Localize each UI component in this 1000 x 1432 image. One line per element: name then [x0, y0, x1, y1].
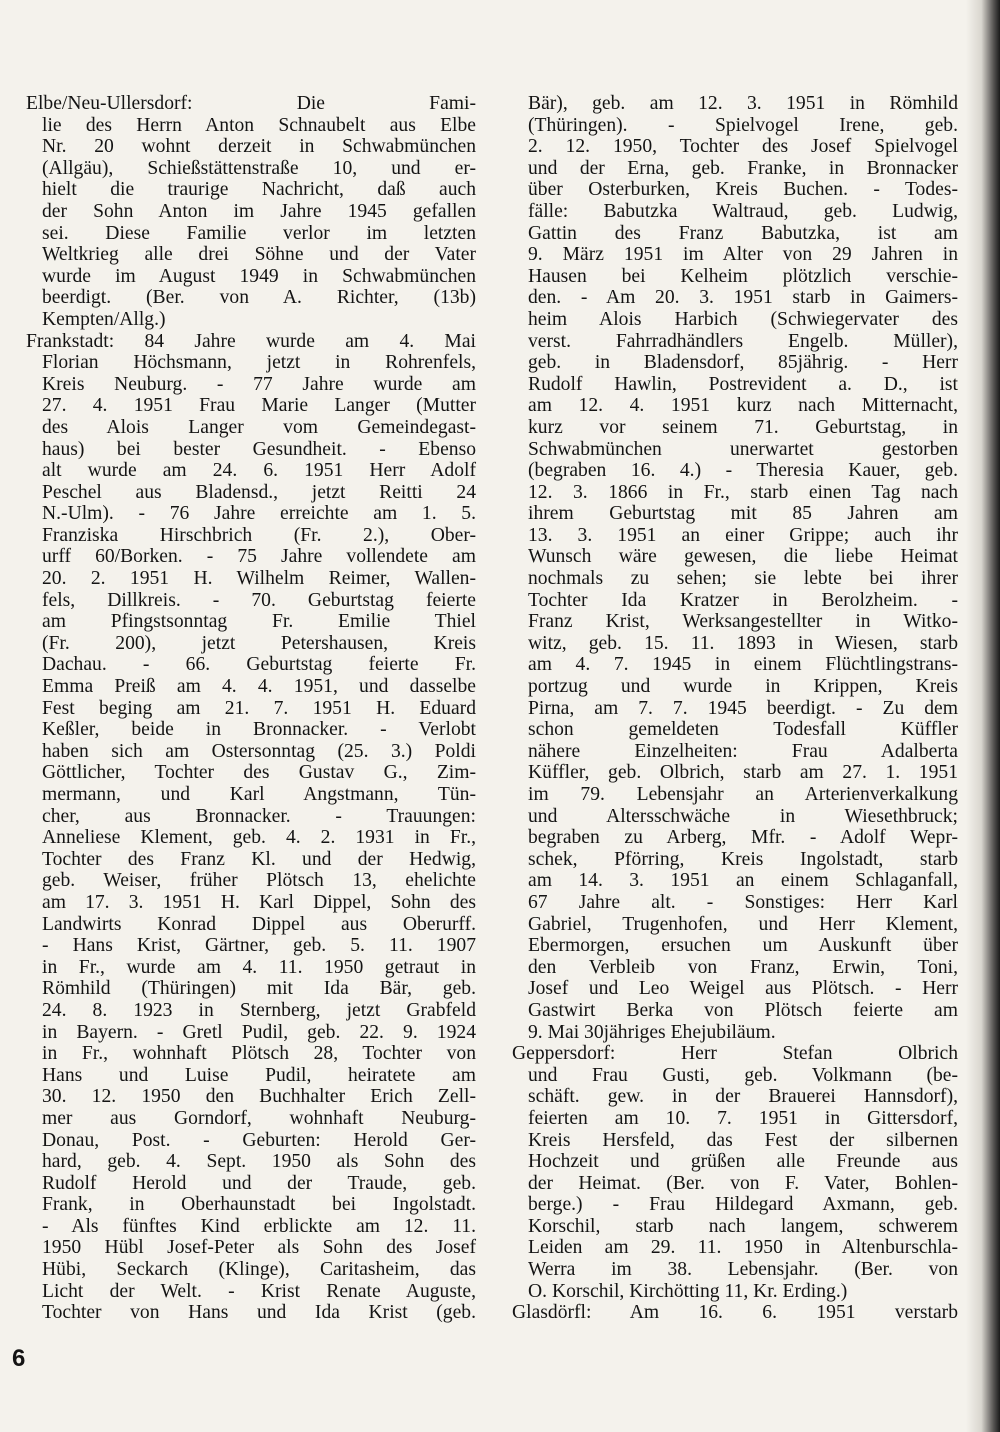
text-line: im 79. Lebensjahr an Arterienverkalkung	[528, 784, 958, 805]
text-line: Florian Höchsmann, jetzt in Rohrenfels,	[42, 352, 476, 374]
text-line: Licht der Welt. - Krist Renate Auguste,	[42, 1280, 476, 1302]
text-line: 30. 12. 1950 den Buchhalter Erich Zell-	[42, 1086, 476, 1108]
text-line: in Bayern. - Gretl Pudil, geb. 22. 9. 1924	[42, 1021, 476, 1043]
text-line: nochmals zu sehen; sie lebte bei ihrer	[528, 568, 958, 590]
text-line: Glasdörfl: Am 16. 6. 1951 verstarb	[512, 1302, 958, 1324]
text-line: wurde im August 1949 in Schwabmünchen	[42, 265, 476, 287]
text-line: - Als fünftes Kind erblickte am 12. 11.	[42, 1215, 476, 1237]
text-line: schäft. gew. in der Brauerei Hannsdorf),	[528, 1086, 958, 1108]
text-line: Korschil, starb nach langem, schwerem	[528, 1215, 958, 1237]
text-line: Leiden am 29. 11. 1950 in Altenburschla-	[528, 1237, 958, 1259]
text-line: feierten am 10. 7. 1951 in Gittersdorf,	[528, 1107, 958, 1129]
text-line: Küffler, geb. Olbrich, starb am 27. 1. 1951	[528, 762, 958, 784]
page-number: 6	[12, 1345, 26, 1372]
text-line: Tochter des Franz Kl. und der Hedwig,	[42, 848, 476, 870]
text-line: 20. 2. 1951 H. Wilhelm Reimer, Wallen-	[42, 568, 476, 590]
text-line: am 12. 4. 1951 kurz nach Mitternacht,	[528, 395, 958, 417]
text-line: beerdigt. (Ber. von A. Richter, (13b)	[42, 287, 476, 309]
text-line: in Fr., wohnhaft Plötsch 28, Tochter von	[42, 1043, 476, 1065]
text-line: (Thüringen). - Spielvogel Irene, geb.	[528, 114, 958, 136]
text-line: Werra im 38. Lebensjahr. (Ber. von	[528, 1259, 958, 1281]
text-line: Gastwirt Berka von Plötsch feierte am	[528, 999, 958, 1021]
text-line: Weltkrieg alle drei Söhne und der Vater	[42, 244, 476, 266]
text-line: über Osterburken, Kreis Buchen. - Todes-	[528, 179, 958, 201]
text-line: geb. Weiser, früher Plötsch 13, ehelichte	[42, 870, 476, 892]
text-line: haus) bei bester Gesundheit. - Ebenso	[42, 438, 476, 460]
text-line: 13. 3. 1951 an einer Grippe; auch ihr	[528, 524, 958, 546]
text-line: sei. Diese Familie verlor im letzten	[42, 222, 476, 244]
text-line: berge.) - Frau Hildegard Axmann, geb.	[528, 1194, 958, 1216]
text-line: Ebermorgen, ersuchen um Auskunft über	[528, 935, 958, 957]
text-line: 2. 12. 1950, Tochter des Josef Spielvogel	[528, 136, 958, 158]
text-line: Kreis Neuburg. - 77 Jahre wurde am	[42, 373, 476, 395]
text-line: geb. in Bladensdorf, 85jährig. - Herr	[528, 352, 958, 374]
text-line: in Fr., wurde am 4. 11. 1950 getraut in	[42, 956, 476, 978]
text-line: Hochzeit und grüßen alle Freunde aus	[528, 1151, 958, 1173]
text-line: am 14. 3. 1951 an einem Schlaganfall,	[528, 870, 958, 892]
text-line: mermann, und Karl Angstmann, Tün-	[42, 784, 476, 805]
text-line: urff 60/Borken. - 75 Jahre vollendete am	[42, 546, 476, 568]
text-line: Geppersdorf: Herr Stefan Olbrich	[512, 1043, 958, 1065]
text-line: Frankstadt: 84 Jahre wurde am 4. Mai	[26, 330, 476, 352]
text-line: Bär), geb. am 12. 3. 1951 in Römhild	[528, 93, 958, 114]
text-line: Kempten/Allg.)	[42, 308, 166, 330]
text-line: Peschel aus Bladensd., jetzt Reitti 24	[42, 481, 476, 503]
text-line: des Alois Langer vom Gemeindegast-	[42, 416, 476, 438]
text-line: den Verbleib von Franz, Erwin, Toni,	[528, 956, 958, 978]
text-line: portzug und wurde in Krippen, Kreis	[528, 676, 958, 698]
text-line: und der Erna, geb. Franke, in Bronnacker	[528, 157, 958, 179]
text-line: - Hans Krist, Gärtner, geb. 5. 11. 1907	[42, 935, 476, 957]
text-line: den. - Am 20. 3. 1951 starb in Gaimers-	[528, 287, 958, 309]
text-line: Anneliese Klement, geb. 4. 2. 1931 in Fr.,	[42, 827, 476, 849]
text-line: (begraben 16. 4.) - Theresia Kauer, geb.	[528, 460, 958, 482]
text-line: Dachau. - 66. Geburtstag feierte Fr.	[42, 654, 476, 676]
text-line: mer aus Gorndorf, wohnhaft Neuburg-	[42, 1107, 476, 1129]
text-line: 24. 8. 1923 in Sternberg, jetzt Grabfeld	[42, 999, 476, 1021]
text-line: (Allgäu), Schießstättenstraße 10, und er-	[42, 157, 476, 179]
text-line: Gattin des Franz Babutzka, ist am	[528, 222, 958, 244]
left-text-column	[26, 93, 476, 1324]
text-line: Wunsch wäre gewesen, die liebe Heimat	[528, 546, 958, 568]
text-line: und Frau Gusti, geb. Volkmann (be-	[528, 1064, 958, 1086]
text-line: Nr. 20 wohnt derzeit in Schwabmünchen	[42, 136, 476, 158]
text-line: Franziska Hirschbrich (Fr. 2.), Ober-	[42, 524, 476, 546]
text-line: begraben zu Arberg, Mfr. - Adolf Wepr-	[528, 827, 958, 849]
text-line: lie des Herrn Anton Schnaubelt aus Elbe	[42, 114, 476, 136]
text-line: und Altersschwäche in Wiesethbruck;	[528, 805, 958, 827]
text-line: schek, Pförring, Kreis Ingolstadt, starb	[528, 848, 958, 870]
text-line: 67 Jahre alt. - Sonstiges: Herr Karl	[528, 891, 958, 913]
text-line: Keßler, beide in Bronnacker. - Verlobt	[42, 719, 476, 741]
text-line: heim Alois Harbich (Schwiegervater des	[528, 308, 958, 330]
text-line: verst. Fahrradhändlers Engelb. Müller),	[528, 330, 958, 352]
text-line: Franz Krist, Werksangestellter in Witko-	[528, 611, 958, 633]
text-line: Rudolf Hawlin, Postrevident a. D., ist	[528, 373, 958, 395]
text-line: Josef und Leo Weigel aus Plötsch. - Herr	[528, 978, 958, 1000]
text-line: am 4. 7. 1945 in einem Flüchtlingstrans-	[528, 654, 958, 676]
text-line: Tochter Ida Kratzer in Berolzheim. -	[528, 589, 958, 611]
text-line: 27. 4. 1951 Frau Marie Langer (Mutter	[42, 395, 476, 417]
text-line: Hausen bei Kelheim plötzlich verschie-	[528, 265, 958, 287]
text-line: fels, Dillkreis. - 70. Geburtstag feierte	[42, 589, 476, 611]
text-line: Emma Preiß am 4. 4. 1951, und dasselbe	[42, 676, 476, 698]
text-line: 9. März 1951 im Alter von 29 Jahren in	[528, 244, 958, 266]
text-line: Schwabmünchen unerwartet gestorben	[528, 438, 958, 460]
text-line: Tochter von Hans und Ida Krist (geb.	[42, 1302, 476, 1324]
text-line: Hübi, Seckarch (Klinge), Caritasheim, das	[42, 1259, 476, 1281]
text-line: alt wurde am 24. 6. 1951 Herr Adolf	[42, 460, 476, 482]
text-line: hard, geb. 4. Sept. 1950 als Sohn des	[42, 1151, 476, 1173]
text-line: 12. 3. 1866 in Fr., starb einen Tag nach	[528, 481, 958, 503]
text-line: Elbe/Neu-Ullersdorf: Die Fami-	[26, 93, 476, 114]
text-line: cher, aus Bronnacker. - Trauungen:	[42, 805, 476, 827]
text-line: am 17. 3. 1951 H. Karl Dippel, Sohn des	[42, 891, 476, 913]
text-line: ihrem Geburtstag mit 85 Jahren am	[528, 503, 958, 525]
text-line: kurz vor seinem 71. Geburtstag, in	[528, 416, 958, 438]
text-line: Hans und Luise Pudil, heiratete am	[42, 1064, 476, 1086]
text-line: Göttlicher, Tochter des Gustav G., Zim-	[42, 762, 476, 784]
text-line: der Heimat. (Ber. von F. Vater, Bohlen-	[528, 1172, 958, 1194]
text-line: N.-Ulm). - 76 Jahre erreichte am 1. 5.	[42, 503, 476, 525]
text-line: 9. Mai 30jähriges Ehejubiläum.	[528, 1021, 776, 1043]
text-line: Donau, Post. - Geburten: Herold Ger-	[42, 1129, 476, 1151]
text-line: Gabriel, Trugenhofen, und Herr Klement,	[528, 913, 958, 935]
text-line: O. Korschil, Kirchötting 11, Kr. Erding.)	[528, 1280, 848, 1302]
text-line: am Pfingstsonntag Fr. Emilie Thiel	[42, 611, 476, 633]
text-line: Rudolf Herold und der Traude, geb.	[42, 1172, 476, 1194]
text-line: der Sohn Anton im Jahre 1945 gefallen	[42, 200, 476, 222]
text-line: Landwirts Konrad Dippel aus Oberurff.	[42, 913, 476, 935]
text-line: 1950 Hübl Josef-Peter als Sohn des Josef	[42, 1237, 476, 1259]
right-text-column	[512, 93, 958, 1324]
text-line: haben sich am Ostersonntag (25. 3.) Poldi	[42, 740, 476, 762]
text-line: hielt die traurige Nachricht, daß auch	[42, 179, 476, 201]
text-line: Fest beging am 21. 7. 1951 H. Eduard	[42, 697, 476, 719]
text-line: schon gemeldeten Todesfall Küffler	[528, 719, 958, 741]
text-line: (Fr. 200), jetzt Petershausen, Kreis	[42, 632, 476, 654]
text-line: nähere Einzelheiten: Frau Adalberta	[528, 740, 958, 762]
text-line: fälle: Babutzka Waltraud, geb. Ludwig,	[528, 200, 958, 222]
book-spine-shadow	[966, 0, 1000, 1432]
text-line: Römhild (Thüringen) mit Ida Bär, geb.	[42, 978, 476, 1000]
text-line: witz, geb. 15. 11. 1893 in Wiesen, starb	[528, 632, 958, 654]
text-line: Frank, in Oberhaunstadt bei Ingolstadt.	[42, 1194, 476, 1216]
text-line: Kreis Hersfeld, das Fest der silbernen	[528, 1129, 958, 1151]
text-line: Pirna, am 7. 7. 1945 beerdigt. - Zu dem	[528, 697, 958, 719]
